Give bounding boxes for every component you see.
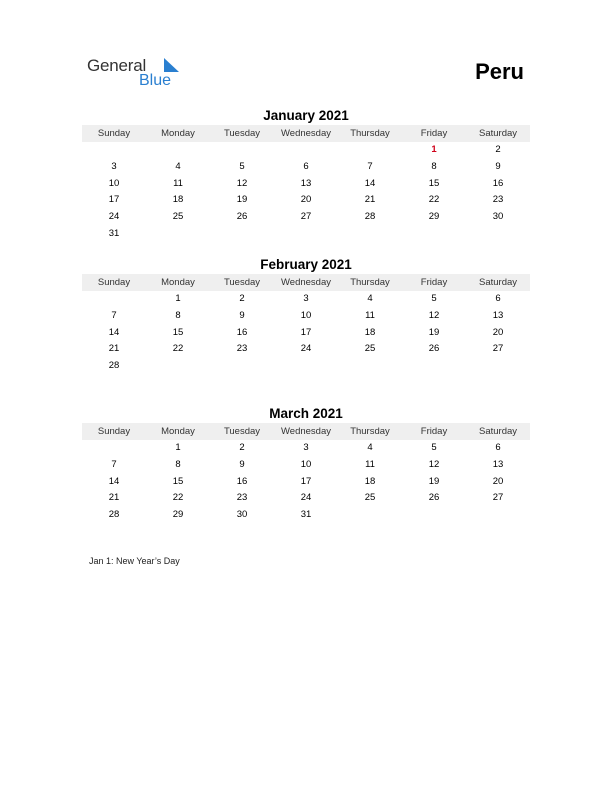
day-cell: 21: [108, 492, 120, 504]
day-cell: [82, 291, 146, 308]
day-cell: 7: [367, 160, 373, 172]
day-cell: 12: [236, 177, 248, 189]
day-cell: 10: [108, 177, 120, 189]
week-row: [82, 474, 530, 491]
day-cell: [402, 358, 466, 375]
day-cell: 23: [236, 343, 248, 355]
day-cell: 20: [300, 194, 312, 206]
day-cell: 25: [364, 343, 376, 355]
week-row: [82, 142, 530, 159]
day-cell: [210, 142, 274, 159]
day-cell: 29: [428, 211, 440, 223]
month-calendar: [82, 107, 530, 243]
day-cell: 12: [428, 309, 440, 321]
week-row: [82, 440, 530, 457]
month-title: February 2021: [260, 257, 352, 272]
day-cell: 26: [236, 211, 248, 223]
logo-triangle-icon: [149, 58, 179, 72]
day-cell: 17: [300, 475, 312, 487]
day-cell: 22: [428, 194, 440, 206]
day-cell: 17: [108, 194, 120, 206]
day-cell: 25: [172, 211, 184, 223]
day-cell: 23: [492, 194, 504, 206]
holiday-note: Jan 1: New Year’s Day: [89, 556, 180, 566]
day-cell: 8: [431, 160, 437, 172]
weekday-header: Wednesday: [281, 128, 331, 139]
day-cell: [210, 358, 274, 375]
day-cell: 14: [108, 326, 120, 338]
day-cell: 8: [175, 309, 181, 321]
day-cell: [338, 358, 402, 375]
day-cell: 29: [172, 509, 184, 521]
weekday-header: Tuesday: [223, 426, 261, 437]
day-cell: [466, 226, 530, 243]
day-cell: [338, 142, 402, 159]
weekday-header: Sunday: [97, 426, 131, 437]
day-cell: [274, 226, 338, 243]
day-cell: 2: [495, 144, 501, 155]
day-cell: 17: [300, 326, 312, 338]
day-cell: 27: [492, 492, 504, 504]
week-row: [82, 457, 530, 474]
day-cell: 6: [495, 442, 501, 453]
weekday-header: Saturday: [478, 128, 518, 139]
day-cell: [466, 358, 530, 375]
day-cell: 18: [364, 475, 376, 487]
day-cell: 6: [495, 293, 501, 304]
day-cell: [146, 142, 210, 159]
weekday-header: Monday: [161, 128, 195, 139]
week-row: [82, 490, 530, 507]
day-cell: 8: [175, 458, 181, 470]
weekday-header: Wednesday: [281, 426, 331, 437]
logo-blue-text: Blue: [139, 72, 172, 89]
day-cell: 27: [492, 343, 504, 355]
day-cell: 9: [239, 458, 245, 470]
weekday-header: Tuesday: [223, 128, 261, 139]
day-cell: 31: [108, 227, 120, 239]
day-cell: 15: [172, 475, 184, 487]
day-cell: 26: [428, 492, 440, 504]
day-cell: 25: [364, 492, 376, 504]
day-cell: 18: [172, 194, 184, 206]
day-cell: 15: [172, 326, 184, 338]
day-cell: 30: [492, 211, 504, 223]
day-cell: 3: [111, 160, 117, 172]
day-cell: 1: [175, 293, 181, 304]
day-cell: 3: [303, 293, 309, 304]
day-cell: 7: [111, 309, 117, 321]
weekday-header: Friday: [420, 128, 448, 139]
weekday-header-row: [82, 125, 530, 142]
month-title: January 2021: [263, 108, 349, 123]
day-cell: 2: [239, 442, 245, 453]
day-cell: 4: [175, 160, 181, 172]
day-cell: [402, 226, 466, 243]
week-row: [82, 507, 530, 524]
day-cell: [466, 507, 530, 524]
day-cell: 20: [492, 475, 504, 487]
weekday-header: Tuesday: [223, 277, 261, 288]
day-cell: 28: [108, 509, 120, 521]
country-title: Peru: [475, 59, 524, 84]
day-cell: [146, 226, 210, 243]
day-cell: 23: [236, 492, 248, 504]
week-row: [82, 291, 530, 308]
week-row: [82, 159, 530, 176]
day-cell: 11: [173, 177, 183, 189]
holiday-notes: [89, 556, 180, 566]
weekday-header: Monday: [161, 426, 195, 437]
day-cell: [146, 358, 210, 375]
day-cell: 1: [175, 442, 181, 453]
weekday-header: Thursday: [350, 277, 390, 288]
weekday-header: Sunday: [97, 128, 131, 139]
day-cell: 30: [236, 509, 248, 521]
day-cell: [82, 142, 146, 159]
day-cell: [274, 358, 338, 375]
logo-general-text: General: [87, 56, 147, 75]
weekday-header: Friday: [420, 277, 448, 288]
weekday-header: Saturday: [478, 277, 518, 288]
day-cell: [338, 226, 402, 243]
day-cell: [274, 142, 338, 159]
week-row: [82, 226, 530, 243]
day-cell: 6: [303, 160, 309, 172]
day-cell: 15: [428, 177, 440, 189]
day-cell: 28: [108, 360, 120, 372]
day-cell: 5: [431, 293, 437, 304]
day-cell: 24: [300, 343, 312, 355]
day-cell: 22: [172, 492, 184, 504]
week-row: [82, 358, 530, 375]
day-cell: 11: [365, 458, 375, 470]
day-cell: 4: [367, 442, 373, 453]
day-cell: 11: [365, 309, 375, 321]
day-cell: 19: [428, 475, 440, 487]
day-cell: 7: [111, 458, 117, 470]
day-cell: 16: [236, 475, 248, 487]
day-cell: 19: [428, 326, 440, 338]
weekday-header-row: [82, 423, 530, 440]
weekday-header: Friday: [420, 426, 448, 437]
generalblue-logo: [87, 56, 187, 92]
day-cell: 9: [239, 309, 245, 321]
weekday-header: Wednesday: [281, 277, 331, 288]
month-title: March 2021: [269, 406, 343, 421]
day-cell: 14: [364, 177, 376, 189]
week-row: [82, 308, 530, 325]
week-row: [82, 341, 530, 358]
day-cell: 13: [492, 458, 504, 470]
day-cell: [402, 507, 466, 524]
weekday-header: Saturday: [478, 426, 518, 437]
day-cell: 20: [492, 326, 504, 338]
day-cell: [82, 440, 146, 457]
month-calendar: [82, 405, 530, 524]
day-cell: 3: [303, 442, 309, 453]
day-cell: 16: [236, 326, 248, 338]
holiday-day-cell: 1: [431, 144, 437, 155]
weekday-header: Sunday: [97, 277, 131, 288]
week-row: [82, 192, 530, 209]
day-cell: 13: [300, 177, 312, 189]
day-cell: [210, 226, 274, 243]
day-cell: 24: [108, 211, 120, 223]
week-row: [82, 325, 530, 342]
weekday-header: Monday: [161, 277, 195, 288]
week-row: [82, 209, 530, 226]
month-calendar: [82, 256, 530, 375]
weekday-header: Thursday: [350, 128, 390, 139]
day-cell: 13: [492, 309, 504, 321]
day-cell: 10: [300, 309, 312, 321]
day-cell: 31: [300, 509, 312, 521]
day-cell: 21: [364, 194, 376, 206]
day-cell: 14: [108, 475, 120, 487]
day-cell: 24: [300, 492, 312, 504]
day-cell: 27: [300, 211, 312, 223]
day-cell: 9: [495, 160, 501, 172]
day-cell: 21: [108, 343, 120, 355]
day-cell: 12: [428, 458, 440, 470]
day-cell: 5: [239, 160, 245, 172]
weekday-header: Thursday: [350, 426, 390, 437]
day-cell: 19: [236, 194, 248, 206]
day-cell: 4: [367, 293, 373, 304]
week-row: [82, 176, 530, 193]
day-cell: 5: [431, 442, 437, 453]
day-cell: 18: [364, 326, 376, 338]
weekday-header-row: [82, 274, 530, 291]
day-cell: 28: [364, 211, 376, 223]
day-cell: 16: [492, 177, 504, 189]
day-cell: [338, 507, 402, 524]
day-cell: 2: [239, 293, 245, 304]
day-cell: 10: [300, 458, 312, 470]
day-cell: 26: [428, 343, 440, 355]
day-cell: 22: [172, 343, 184, 355]
